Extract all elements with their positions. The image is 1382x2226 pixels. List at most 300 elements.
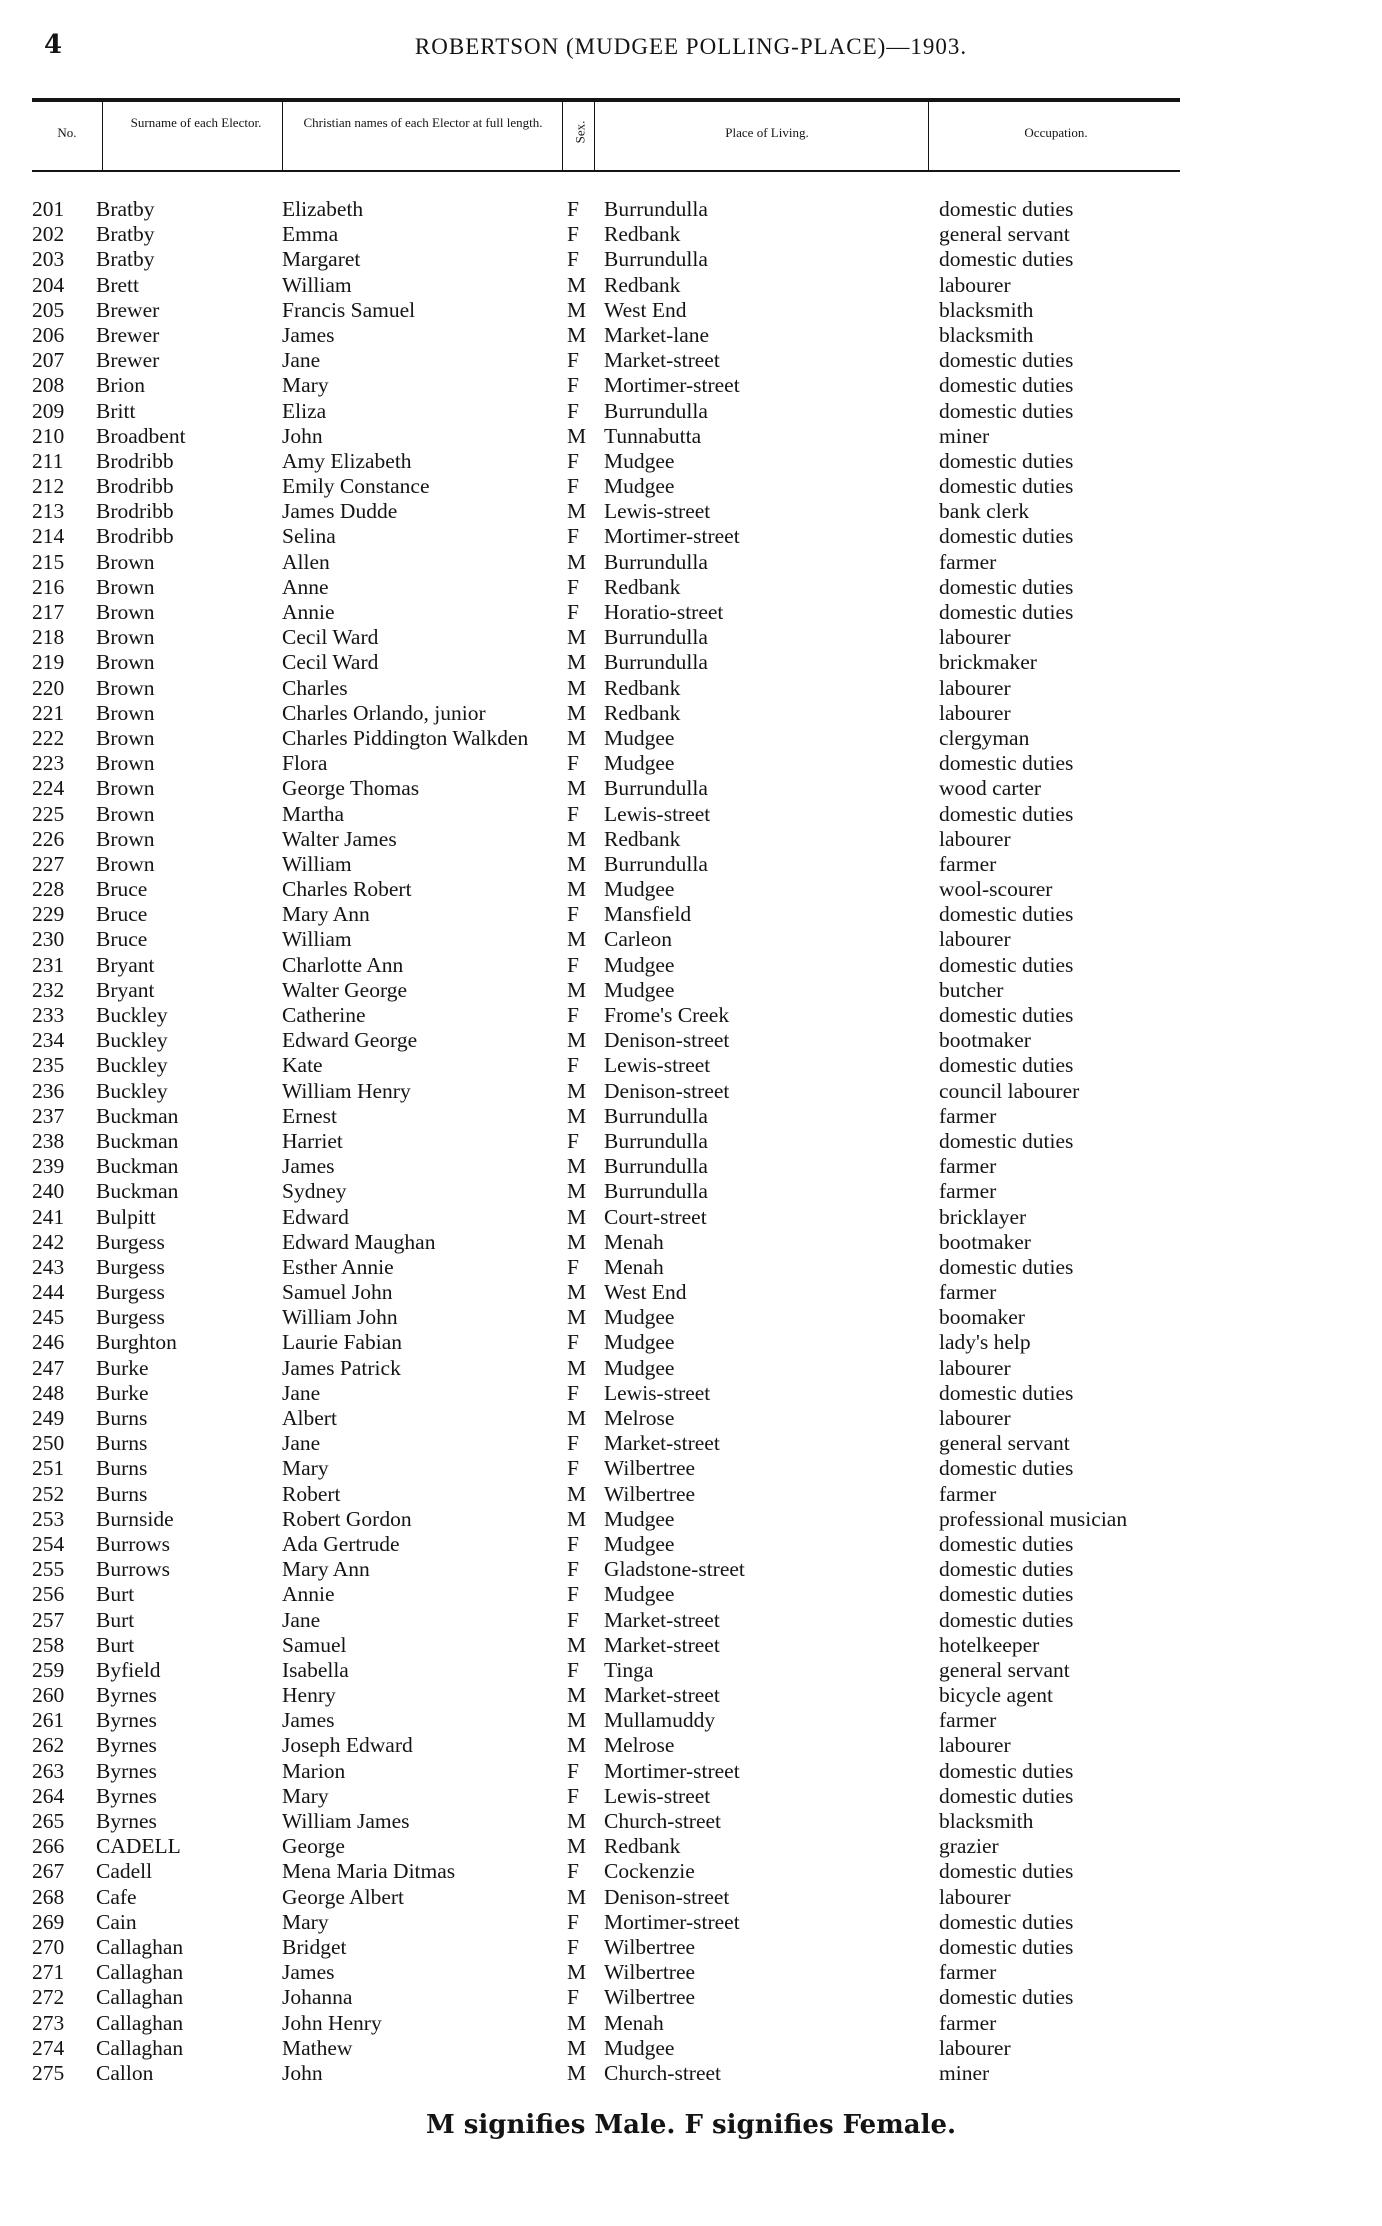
elector-christian-names: Charles Robert [282,877,412,902]
table-row [32,1381,1180,1406]
elector-place-of-living: Mortimer-street [604,524,740,549]
elector-surname: Burns [96,1431,148,1456]
header-place-of-living: Place of Living. [725,125,809,140]
elector-christian-names: James [282,1960,335,1985]
elector-sex: M [567,549,587,574]
elector-sex: M [567,297,587,322]
elector-christian-names: James [282,322,335,347]
elector-christian-names: Catherine [282,1003,366,1027]
elector-place-of-living: Wilbertree [604,1960,696,1985]
elector-number: 215 [32,549,65,574]
table-row [32,802,1180,827]
elector-christian-names: John [282,423,323,448]
table-row [32,1658,1180,1683]
elector-place-of-living: Redbank [604,826,681,851]
elector-christian-names: Flora [282,751,328,776]
elector-surname: Brown [96,751,155,776]
elector-place-of-living: Market-lane [604,322,710,347]
elector-place-of-living: Burrundulla [604,650,708,675]
elector-occupation: labourer [939,625,1011,650]
elector-christian-names: James Patrick [282,1355,401,1380]
elector-surname: Buckley [96,1003,168,1027]
table-row [32,197,1180,222]
elector-occupation: farmer [939,1280,997,1305]
elector-occupation: labourer [939,700,1011,725]
elector-christian-names: Esther Annie [282,1254,394,1279]
table-row [32,424,1180,449]
table-row [32,1633,1180,1658]
elector-christian-names: Elizabeth [282,197,364,221]
elector-surname: Callaghan [96,2010,184,2035]
table-row [32,1456,1180,1481]
elector-christian-names: John [282,2060,323,2085]
elector-place-of-living: Church-street [604,2060,722,2085]
elector-surname: Burt [96,1582,135,1607]
elector-christian-names: Laurie Fabian [282,1330,402,1355]
elector-sex: M [567,826,587,851]
elector-number: 241 [32,1204,65,1229]
elector-number: 227 [32,851,65,876]
elector-place-of-living: Redbank [604,700,681,725]
table-row [32,1104,1180,1129]
table-row [32,348,1180,373]
column-divider [282,102,283,170]
elector-sex: F [567,247,579,272]
elector-place-of-living: Mudgee [604,1531,675,1556]
table-row [32,1759,1180,1784]
elector-place-of-living: Burrundulla [604,1179,708,1204]
elector-occupation: domestic duties [939,448,1074,473]
elector-sex: M [567,877,587,902]
elector-place-of-living: Redbank [604,272,681,297]
elector-sex: M [567,1028,587,1053]
elector-occupation: wood carter [939,776,1042,801]
elector-place-of-living: Carleon [604,927,673,952]
elector-place-of-living: Burrundulla [604,1128,708,1153]
elector-number: 214 [32,524,65,549]
elector-place-of-living: Mullamuddy [604,1708,716,1733]
elector-surname: Burgess [96,1305,165,1330]
elector-place-of-living: Menah [604,1254,664,1279]
elector-christian-names: William John [282,1305,398,1330]
elector-number: 273 [32,2010,65,2035]
elector-sex: M [567,1406,587,1430]
elector-number: 236 [32,1078,65,1103]
elector-sex: F [567,474,579,499]
elector-christian-names: Edward [282,1204,349,1229]
header-occupation: Occupation. [1024,125,1088,140]
elector-surname: Byrnes [96,1708,157,1733]
table-row [32,1305,1180,1330]
table-row [32,776,1180,801]
elector-place-of-living: Church-street [604,1809,722,1833]
elector-sex: F [567,751,579,776]
elector-christian-names: Mary [282,1909,329,1934]
elector-place-of-living: Melrose [604,1733,675,1758]
table-row [32,449,1180,474]
elector-sex: M [567,1103,587,1128]
elector-christian-names: Cecil Ward [282,625,379,650]
page-number: 4 [44,30,63,60]
elector-place-of-living: Burrundulla [604,247,708,272]
elector-sex: F [567,902,579,927]
elector-number: 204 [32,272,65,297]
elector-sex: M [567,2035,587,2060]
elector-sex: F [567,1607,579,1632]
elector-occupation: domestic duties [939,1557,1074,1582]
elector-occupation: domestic duties [939,524,1074,549]
elector-number: 230 [32,927,65,952]
elector-number: 218 [32,625,65,650]
elector-occupation: general servant [939,1431,1070,1456]
elector-sex: M [567,423,587,448]
elector-number: 272 [32,1985,65,2010]
elector-occupation: bootmaker [939,1229,1031,1254]
elector-place-of-living: Denison-street [604,1028,730,1053]
elector-occupation: domestic duties [939,574,1074,599]
elector-number: 249 [32,1406,65,1430]
elector-number: 274 [32,2035,65,2060]
column-header-row [32,102,1180,170]
elector-place-of-living: Wilbertree [604,1481,696,1506]
elector-surname: Buckman [96,1154,179,1179]
elector-sex: M [567,700,587,725]
elector-christian-names: Henry [282,1683,336,1708]
elector-place-of-living: Wilbertree [604,1934,696,1959]
elector-christian-names: Edward George [282,1028,418,1053]
elector-occupation: labourer [939,1884,1011,1909]
table-row [32,474,1180,499]
elector-occupation: domestic duties [939,1783,1074,1808]
elector-place-of-living: Wilbertree [604,1456,696,1481]
elector-occupation: domestic duties [939,398,1074,423]
elector-surname: Brown [96,776,155,801]
elector-place-of-living: Mortimer-street [604,1758,740,1783]
elector-occupation: domestic duties [939,1859,1074,1884]
elector-sex: F [567,1582,579,1607]
elector-place-of-living: Lewis-street [604,1053,711,1078]
elector-christian-names: William [282,927,352,952]
elector-surname: Cadell [96,1859,153,1884]
elector-surname: Brown [96,549,155,574]
elector-sex: M [567,1708,587,1733]
elector-place-of-living: Redbank [604,222,681,247]
elector-sex: F [567,1657,579,1682]
elector-occupation: domestic duties [939,247,1074,272]
elector-place-of-living: Gladstone-street [604,1557,745,1582]
table-row [32,550,1180,575]
elector-occupation: farmer [939,1708,997,1733]
elector-christian-names: Joseph Edward [282,1733,413,1758]
elector-number: 226 [32,826,65,851]
elector-sex: M [567,1733,587,1758]
elector-christian-names: Charles Piddington Walkden [282,725,529,750]
elector-number: 217 [32,600,65,624]
elector-sex: F [567,348,579,373]
elector-number: 242 [32,1229,65,1254]
elector-surname: Brion [96,373,145,398]
elector-sex: F [567,1254,579,1279]
elector-place-of-living: Mudgee [604,977,675,1002]
elector-number: 265 [32,1809,65,1833]
elector-sex: M [567,675,587,700]
table-row [32,1205,1180,1230]
elector-place-of-living: Market-street [604,1607,720,1632]
elector-number: 207 [32,348,65,373]
elector-surname: Byrnes [96,1783,157,1808]
elector-place-of-living: West End [604,297,687,322]
elector-place-of-living: Mudgee [604,725,675,750]
elector-sex: F [567,1783,579,1808]
elector-number: 225 [32,801,65,826]
elector-surname: Buckman [96,1103,179,1128]
elector-occupation: domestic duties [939,1582,1074,1607]
elector-occupation: domestic duties [939,1607,1074,1632]
elector-sex: M [567,1809,587,1833]
elector-sex: M [567,725,587,750]
elector-christian-names: Albert [282,1406,337,1430]
elector-number: 239 [32,1154,65,1179]
elector-sex: M [567,977,587,1002]
elector-place-of-living: Mudgee [604,1582,675,1607]
elector-place-of-living: Mudgee [604,474,675,499]
elector-surname: Burns [96,1456,148,1481]
elector-christian-names: James Dudde [282,499,398,524]
elector-surname: CADELL [96,1834,181,1859]
elector-sex: F [567,1380,579,1405]
elector-sex: M [567,2060,587,2085]
elector-place-of-living: Frome's Creek [604,1003,730,1027]
elector-sex: M [567,1481,587,1506]
elector-christian-names: Jane [282,1431,321,1456]
elector-place-of-living: Denison-street [604,1884,730,1909]
elector-number: 268 [32,1884,65,1909]
elector-occupation: domestic duties [939,801,1074,826]
elector-sex: F [567,373,579,398]
elector-sex: M [567,1179,587,1204]
elector-surname: Brodribb [96,448,174,473]
elector-occupation: domestic duties [939,1380,1074,1405]
elector-surname: Brodribb [96,524,174,549]
elector-place-of-living: Denison-street [604,1078,730,1103]
elector-surname: Burgess [96,1254,165,1279]
elector-sex: M [567,650,587,675]
elector-sex: M [567,499,587,524]
elector-occupation: farmer [939,1960,997,1985]
elector-christian-names: Eliza [282,398,327,423]
elector-sex: F [567,1456,579,1481]
elector-sex: F [567,952,579,977]
elector-number: 251 [32,1456,65,1481]
elector-place-of-living: Melrose [604,1406,675,1430]
elector-place-of-living: Mudgee [604,952,675,977]
elector-occupation: domestic duties [939,1456,1074,1481]
elector-occupation: labourer [939,1733,1011,1758]
elector-number: 256 [32,1582,65,1607]
elector-occupation: professional musician [939,1506,1128,1531]
elector-place-of-living: Burrundulla [604,1154,708,1179]
elector-surname: Britt [96,398,136,423]
elector-occupation: domestic duties [939,1053,1074,1078]
elector-sex: F [567,574,579,599]
table-row [32,927,1180,952]
table-row [32,1406,1180,1431]
elector-surname: Burrows [96,1531,171,1556]
elector-surname: Bruce [96,927,148,952]
elector-christian-names: Jane [282,348,321,373]
elector-christian-names: Emma [282,222,339,247]
elector-surname: Callaghan [96,1960,184,1985]
elector-number: 212 [32,474,65,499]
elector-place-of-living: Mudgee [604,1305,675,1330]
elector-occupation: domestic duties [939,197,1074,221]
table-row [32,2036,1180,2061]
elector-occupation: bank clerk [939,499,1030,524]
header-bottom-rule [32,170,1180,172]
elector-sex: M [567,1154,587,1179]
elector-christian-names: Mary Ann [282,1557,370,1582]
table-row [32,1154,1180,1179]
elector-place-of-living: Menah [604,1229,664,1254]
table-row [32,1582,1180,1607]
table-row [32,676,1180,701]
table-row [32,323,1180,348]
table-row [32,701,1180,726]
elector-sex: M [567,927,587,952]
elector-occupation: farmer [939,1179,997,1204]
elector-christian-names: John Henry [282,2010,382,2035]
elector-surname: Byrnes [96,1809,157,1833]
elector-place-of-living: Burrundulla [604,851,708,876]
elector-place-of-living: Lewis-street [604,1380,711,1405]
table-row [32,1532,1180,1557]
elector-occupation: labourer [939,927,1011,952]
table-row [32,726,1180,751]
elector-number: 232 [32,977,65,1002]
elector-number: 235 [32,1053,65,1078]
elector-sex: M [567,1834,587,1859]
elector-occupation: blacksmith [939,297,1034,322]
elector-occupation: labourer [939,1355,1011,1380]
elector-occupation: blacksmith [939,322,1034,347]
elector-number: 263 [32,1758,65,1783]
elector-place-of-living: Mudgee [604,1355,675,1380]
elector-number: 209 [32,398,65,423]
elector-occupation: domestic duties [939,600,1074,624]
elector-occupation: domestic duties [939,952,1074,977]
elector-occupation: lady's help [939,1330,1031,1355]
elector-surname: Burke [96,1355,149,1380]
table-row [32,1280,1180,1305]
elector-surname: Callaghan [96,2035,184,2060]
elector-christian-names: Martha [282,801,345,826]
elector-sex: F [567,1531,579,1556]
elector-sex: F [567,801,579,826]
elector-surname: Buckman [96,1128,179,1153]
table-row [32,1683,1180,1708]
elector-number: 245 [32,1305,65,1330]
elector-sex: M [567,1078,587,1103]
header-no: No. [57,125,77,140]
elector-occupation: farmer [939,549,997,574]
elector-occupation: domestic duties [939,1003,1074,1027]
elector-surname: Brown [96,574,155,599]
elector-christian-names: Samuel [282,1632,347,1657]
elector-sex: M [567,1884,587,1909]
elector-place-of-living: Mudgee [604,448,675,473]
elector-sex: M [567,322,587,347]
elector-surname: Brodribb [96,499,174,524]
elector-sex: M [567,1229,587,1254]
elector-occupation: labourer [939,826,1011,851]
elector-place-of-living: Burrundulla [604,776,708,801]
elector-number: 221 [32,700,65,725]
elector-sex: M [567,272,587,297]
elector-number: 246 [32,1330,65,1355]
elector-surname: Bratby [96,222,155,247]
table-row [32,2061,1180,2086]
sex-legend-footer: M signifies Male. F signifies Female. [425,2110,957,2140]
elector-occupation: labourer [939,2035,1011,2060]
elector-surname: Burns [96,1406,148,1430]
page-title: ROBERTSON (MUDGEE POLLING-PLACE)—1903. [414,34,968,59]
elector-occupation: domestic duties [939,1254,1074,1279]
table-row [32,1834,1180,1859]
elector-christian-names: Samuel John [282,1280,393,1305]
elector-occupation: butcher [939,977,1004,1002]
elector-number: 238 [32,1128,65,1153]
elector-occupation: bicycle agent [939,1683,1054,1708]
table-row [32,625,1180,650]
elector-place-of-living: Burrundulla [604,549,708,574]
elector-surname: Bruce [96,877,148,902]
elector-surname: Bryant [96,952,155,977]
elector-number: 266 [32,1834,65,1859]
elector-christian-names: James [282,1154,335,1179]
elector-sex: M [567,1683,587,1708]
table-row [32,1003,1180,1028]
elector-christian-names: George Albert [282,1884,404,1909]
elector-surname: Brewer [96,297,160,322]
elector-place-of-living: Redbank [604,574,681,599]
elector-surname: Brown [96,675,155,700]
elector-surname: Brown [96,725,155,750]
header-sex: Sex. [572,120,588,144]
elector-number: 269 [32,1909,65,1934]
table-row [32,1079,1180,1104]
elector-number: 261 [32,1708,65,1733]
table-row [32,1885,1180,1910]
elector-place-of-living: Lewis-street [604,499,711,524]
table-row [32,1985,1180,2010]
elector-number: 211 [32,448,64,473]
elector-place-of-living: Horatio-street [604,600,724,624]
elector-occupation: domestic duties [939,474,1074,499]
elector-surname: Brown [96,650,155,675]
elector-number: 216 [32,574,65,599]
table-row [32,2011,1180,2036]
table-row [32,1859,1180,1884]
elector-number: 270 [32,1934,65,1959]
table-row [32,1028,1180,1053]
electors-list [32,197,1180,2086]
elector-number: 234 [32,1028,65,1053]
elector-christian-names: William [282,272,352,297]
elector-place-of-living: Market-street [604,348,720,373]
table-row [32,1733,1180,1758]
elector-number: 243 [32,1254,65,1279]
elector-occupation: labourer [939,675,1011,700]
